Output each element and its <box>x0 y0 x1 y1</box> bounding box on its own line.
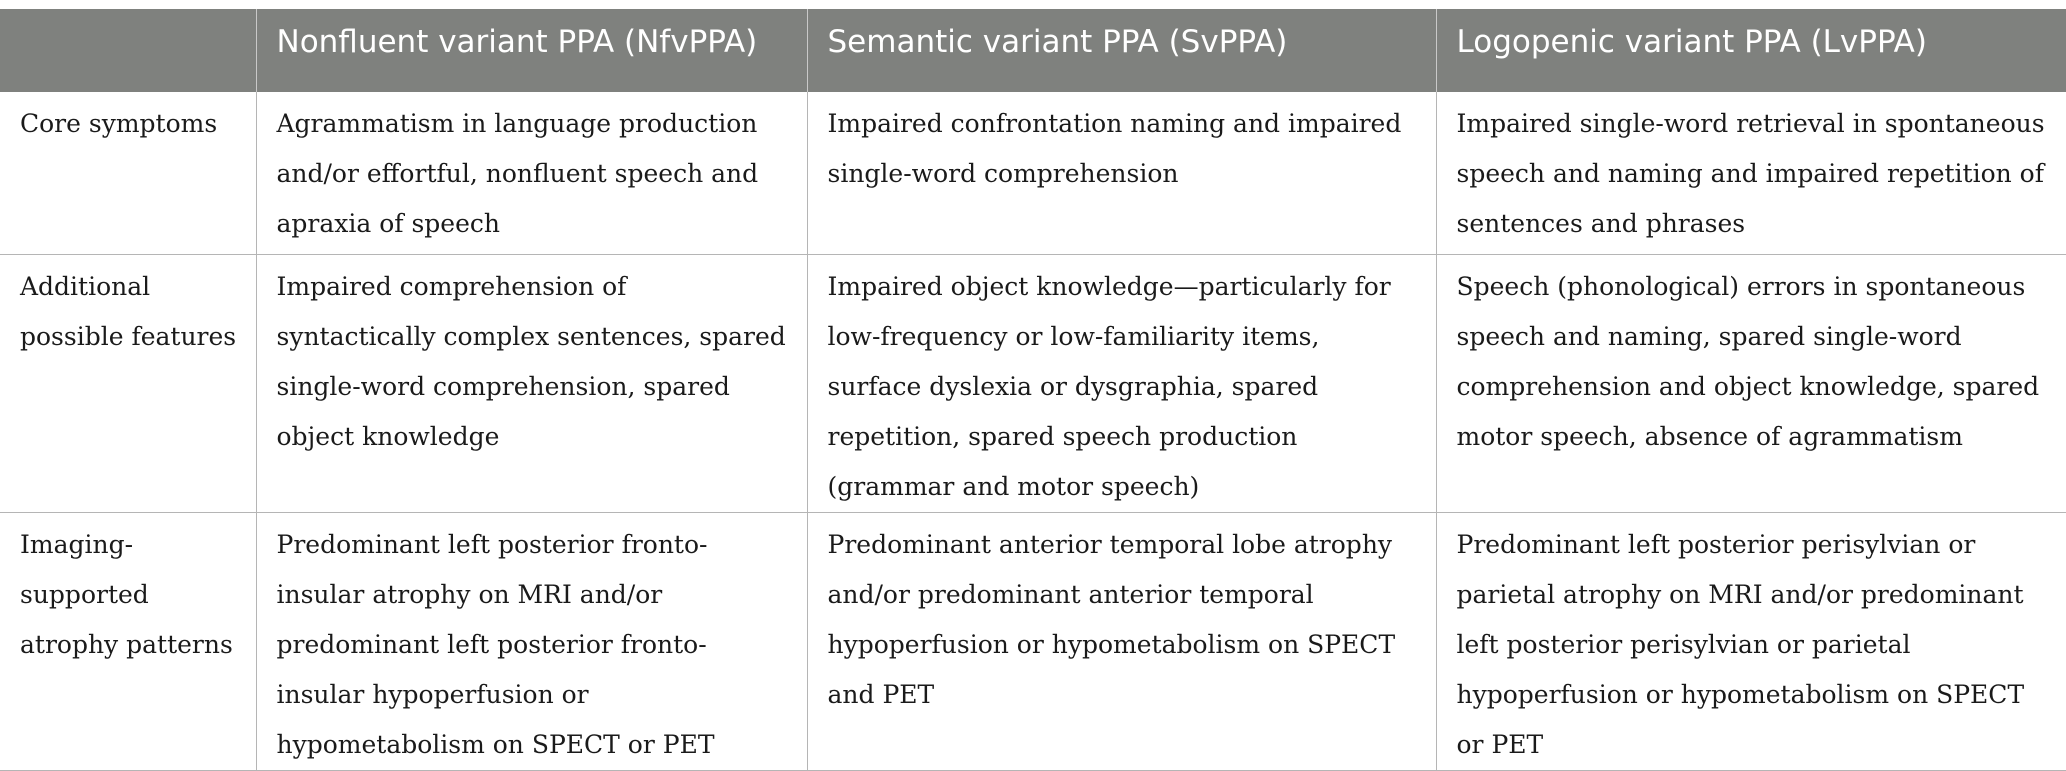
table-row-core-symptoms <box>0 92 2066 254</box>
cell-svppa: Impaired confrontation naming and impaired single-word comprehension <box>807 92 1436 254</box>
table-header <box>0 9 2066 92</box>
cell-svppa: Impaired object knowledge—particularly for low-frequency or low-familiarity items, surface dyslexia or dysgraphia, spared repetition, spared speech production (grammar and motor speech) <box>807 254 1436 512</box>
header-lvppa: Logopenic variant PPA (LvPPA) <box>1436 9 2066 92</box>
row-label: Imaging-supported atrophy patterns <box>0 512 256 770</box>
ppa-variants-table-container <box>0 9 2066 771</box>
header-svppa: Semantic variant PPA (SvPPA) <box>807 9 1436 92</box>
ppa-variants-table <box>0 9 2066 771</box>
table-row-imaging-patterns <box>0 512 2066 770</box>
cell-nfvppa: Impaired comprehension of syntactically complex sentences, spared single-word comprehension, spared object knowledge <box>256 254 807 512</box>
row-label: Core symptoms <box>0 92 256 254</box>
table-body <box>0 92 2066 770</box>
cell-nfvppa: Predominant left posterior fronto-insular atrophy on MRI and/or predominant left posterior fronto-insular hypoperfusion or hypometabolism on SPECT or PET <box>256 512 807 770</box>
cell-lvppa: Predominant left posterior perisylvian or parietal atrophy on MRI and/or predominant left posterior perisylvian or parietal hypoperfusion or hypometabolism on SPECT or PET <box>1436 512 2066 770</box>
row-label: Additional possible features <box>0 254 256 512</box>
cell-lvppa: Speech (phonological) errors in spontaneous speech and naming, spared single-word comprehension and object knowledge, spared motor speech, absence of agrammatism <box>1436 254 2066 512</box>
cell-svppa: Predominant anterior temporal lobe atrophy and/or predominant anterior temporal hypoperfusion or hypometabolism on SPECT and PET <box>807 512 1436 770</box>
header-empty-cell <box>0 9 256 92</box>
cell-lvppa: Impaired single-word retrieval in spontaneous speech and naming and impaired repetition of sentences and phrases <box>1436 92 2066 254</box>
cell-nfvppa: Agrammatism in language production and/or effortful, nonfluent speech and apraxia of speech <box>256 92 807 254</box>
header-row <box>0 9 2066 92</box>
header-nfvppa: Nonfluent variant PPA (NfvPPA) <box>256 9 807 92</box>
table-row-additional-features <box>0 254 2066 512</box>
